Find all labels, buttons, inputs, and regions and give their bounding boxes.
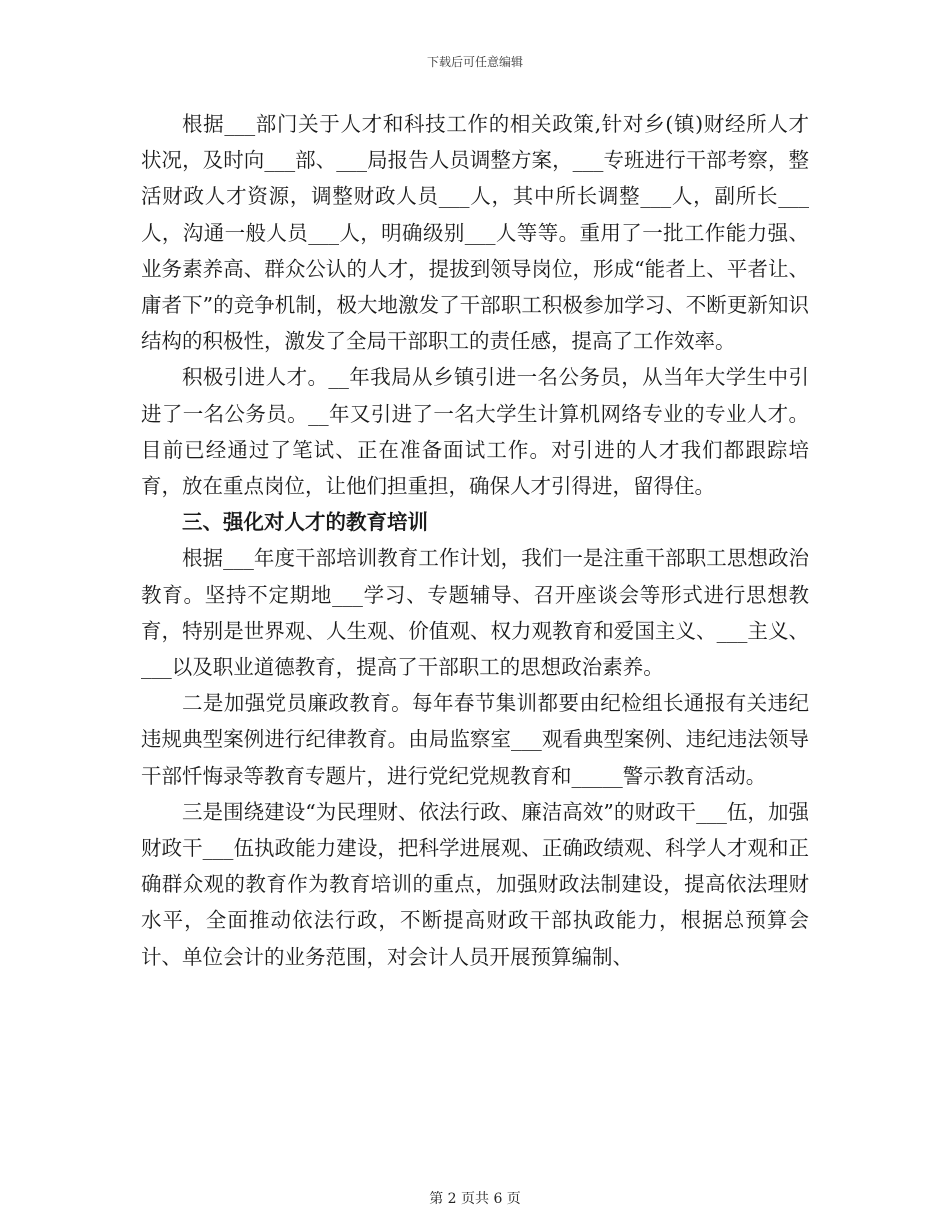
section-heading-training: 三、强化对人才的教育培训 bbox=[182, 510, 428, 535]
page-header: 下载后可任意编辑 bbox=[426, 55, 523, 69]
paragraph-political-education: 根据___年度干部培训教育工作计划，我们一是注重干部职工思想政治教育。坚持不定期地___学习、专题辅导、召开座谈会等形式进行思想教育，特别是世界观、人生观、价值观、权力观教育和爱国主义、___主义、___以及职业道德教育，提高了干部职工的思想政治素养。 bbox=[141, 546, 809, 680]
paragraph-talent-introduction: 积极引进人才。__年我局从乡镇引进一名公务员，从当年大学生中引进了一名公务员。__年又引进了一名大学生计算机网络专业的专业人才。目前已经通过了笔试、正在准备面试工作。对引进的人才我们都跟踪培育，放在重点岗位，让他们担重担，确保人才引得进，留得住。 bbox=[141, 365, 809, 499]
page-footer: 第 2 页共 6 页 bbox=[429, 1191, 521, 1207]
paragraph-integrity-education: 二是加强党员廉政教育。每年春节集训都要由纪检组长通报有关违纪违规典型案例进行纪律教育。由局监察室___观看典型案例、违纪违法领导干部忏悔录等教育专题片，进行党纪党规教育和_____警示教育活动。 bbox=[141, 691, 809, 788]
paragraph-capacity-building: 三是围绕建设“为民理财、依法行政、廉洁高效”的财政干___伍，加强财政干___伍执政能力建设，把科学进展观、正确政绩观、科学人才观和正确群众观的教育作为教育培训的重点，加强财政法制建设，提高依法理财水平，全面推动依法行政，不断提高财政干部执政能力，根据总预算会计、单位会计的业务范围，对会计人员开展预算编制、 bbox=[141, 799, 809, 969]
paragraph-personnel-adjustment: 根据___部门关于人才和科技工作的相关政策,针对乡(镇)财经所人才状况，及时向___部、___局报告人员调整方案，___专班进行干部考察，整活财政人才资源，调整财政人员___人，其中所长调整___人，副所长___人，沟通一般人员___人，明确级别___人等等。重用了一批工作能力强、业务素养高、群众公认的人才，提拔到领导岗位，形成“能者上、平者让、庸者下”的竞争机制，极大地激发了干部职工积极参加学习、不断更新知识结构的积极性，激发了全局干部职工的责任感，提高了工作效率。 bbox=[141, 112, 809, 354]
document-body bbox=[141, 106, 809, 975]
